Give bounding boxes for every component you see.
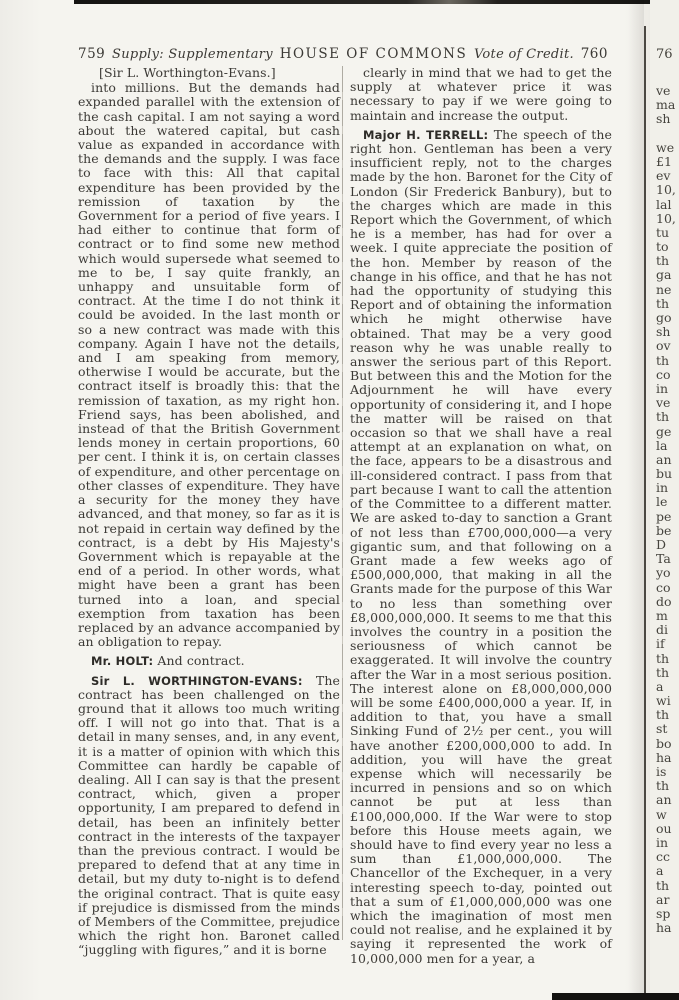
scan-bottom-edge-artifact (552, 993, 679, 1000)
next-page-line-fragment: th (656, 779, 670, 794)
next-page-line-fragment: is (656, 765, 667, 779)
next-page-line-fragment: bo (656, 736, 672, 751)
next-page-line-fragment: a (656, 864, 664, 879)
next-page-line-fragment: th (656, 708, 670, 723)
next-page-line-fragment: do (656, 594, 672, 609)
next-page-line-fragment: ou (656, 821, 672, 836)
next-page-line-fragment: th (656, 410, 670, 425)
next-page-line-fragment: ve (656, 396, 671, 411)
next-page-line-fragment: th (656, 254, 670, 269)
next-page-line-fragment: le (656, 495, 668, 510)
next-page-line-fragment: yo (656, 566, 671, 581)
next-page-line-fragment: ev (656, 169, 671, 184)
left-text-column (78, 66, 340, 963)
speech-text: into millions. But the demands had expanded parallel with the extension of the cash capital. I am not saying a word about the watered capital, but cash value as expanded in accordance with the demands and the supply. I was face to face with this: All that capital expenditure has been provided by the remission of taxation by the Government for a period of five years. I had either to continue that form of contract or to find some new method which would supersede what seemed to me to be, I say quite frankly, an unhappy and unsuitable form of contract. At the time I do not think it could be avoided. In the last month or so a new contract was made with this company. Again I have not the details, and I am speaking from memory, otherwise I would be accurate, but the contract itself is broadly this: that the remission of taxation, as my right hon. Friend says, has been abolished, and instead of that the British Government lends money in certain proportions, 60 per cent. I think it is, on certain classes of expenditure, and other percentage on other classes of expenditure. They have a security for the money they have advanced, and that money, so far as it is not repaid in certain way defined by the contract, is a debt by His Majesty's Government which is repayable at the end of a period. In other words, what might have been a grant has been turned into a loan, and special exemption from taxation has been replaced by an advance accompanied by an obligation to repay. (78, 80, 340, 650)
speaker-name: Sir L. WORTHINGTON-EVANS: (91, 673, 303, 688)
next-page-line-fragment: di (656, 623, 668, 638)
next-page-line-fragment: sh (656, 325, 671, 340)
next-page-line-fragment: £1 (656, 154, 672, 169)
next-page-line-fragment: th (656, 296, 670, 311)
next-page-number-fragment: 76 (656, 47, 673, 62)
next-page-line-fragment: to (656, 240, 669, 255)
next-page-line-fragment: ne (656, 282, 672, 297)
next-page-line-fragment: ga (656, 268, 672, 283)
next-page-line-fragment (656, 127, 676, 141)
running-title-center: HOUSE OF COMMONS (279, 46, 468, 62)
next-page-line-fragment: pe (656, 509, 672, 524)
speech-paragraph (78, 674, 340, 958)
next-page-line-fragment: in (656, 835, 669, 850)
next-page-line-fragment: Ta (656, 552, 671, 567)
page-gutter-shadow (628, 0, 644, 1000)
speech-paragraph (350, 66, 612, 123)
next-page-line-fragment: in (656, 381, 669, 396)
speech-paragraph (78, 81, 340, 649)
next-page-line-fragment: w (656, 807, 667, 822)
next-page-line-fragment: in (656, 481, 669, 496)
speaker-name: Major H. TERRELL: (363, 127, 489, 142)
page-edge-line (644, 26, 646, 1000)
next-page-line-fragment: an (656, 793, 672, 808)
next-page-line-fragment: th (656, 665, 670, 680)
scan-top-edge-artifact (74, 0, 679, 4)
next-page-line-fragment: m (656, 608, 668, 623)
next-page-line-fragment: we (656, 140, 675, 155)
next-page-line-fragment: co (656, 367, 671, 382)
next-page-line-fragment: ve (656, 84, 671, 98)
next-page-line-fragment: go (656, 311, 672, 325)
speech-text: clearly in mind that we had to get the supply at whatever price it was necessary to pay if we were going to maintain and increase the output. (350, 65, 612, 123)
next-page-line-fragment: co (656, 580, 671, 595)
next-page-line-fragment: ge (656, 424, 672, 439)
next-page-line-fragment: sp (656, 906, 671, 921)
next-page-sliver (650, 0, 679, 1000)
next-page-line-fragment: a (656, 679, 664, 694)
speech-paragraph (78, 654, 340, 668)
next-page-line-fragment: th (656, 878, 670, 893)
running-title-left: Supply: Supplementary (112, 47, 273, 62)
column-divider-rule (342, 66, 343, 940)
next-page-line-fragment: ha (656, 750, 672, 765)
next-page-line-fragment: la (656, 438, 668, 453)
next-page-line-fragment: 10, (656, 211, 676, 226)
running-title-right: Vote of Credit. (473, 47, 574, 62)
next-page-line-fragment: st (656, 722, 668, 737)
next-page-line-fragment: lal (656, 197, 672, 212)
next-page-line-fragment: ha (656, 921, 672, 936)
next-page-line-fragment: be (656, 523, 672, 538)
next-page-line-fragment: bu (656, 467, 673, 482)
next-page-line-fragment: wi (656, 694, 671, 709)
next-page-line-fragment: 10, (656, 183, 676, 198)
next-page-line-fragment: if (656, 637, 665, 652)
speech-text: The contract has been challenged on the ground that it allows too much writing off. I will not go into that. That is a detail in many senses, and, in any event, it is a matter of opinion with which this Committee can hardly be capable of dealing. All I can say is that the present contract, which, given a proper opportunity, I am prepared to defend in detail, has been an infinitely better contract in the interests of the taxpayer than the previous contract. I would be prepared to defend that at any time in detail, but my duty to-night is to defend the original contract. That is quite easy if prejudice is dismissed from the minds of Members of the Committee, prejudice which the right hon. Baronet called “juggling with figures,” and it is borne (78, 672, 340, 958)
next-page-text-fragments (656, 84, 676, 935)
next-page-line-fragment: ma (656, 98, 676, 113)
page-number-right: 760 (580, 46, 608, 62)
speech-text: And contract. (153, 653, 245, 669)
running-header (78, 46, 608, 62)
next-page-line-fragment: sh (656, 112, 671, 127)
speaker-name: Mr. HOLT: (91, 654, 154, 669)
next-page-line-fragment: th (656, 353, 670, 368)
speech-paragraph (350, 128, 612, 966)
next-page-line-fragment: an (656, 452, 672, 467)
right-text-column (350, 66, 612, 971)
speech-text: The speech of the right hon. Gentleman has been a very insufficient reply, not to the charges made by the hon. Baronet for the City of London (Sir Frederick Banbury), but to the charges which are made in this Report which the Government, of which he is a member, has had for over a week. I quite appreciate the position of the hon. Member by reason of the change in his office, and that he has not had the opportunity of studying this Report and of obtaining the information which he might otherwise have obtained. That may be a very good reason why he was unable really to answer the serious part of this Report. But between this and the Motion for the Adjournment he will have every opportunity of considering it, and I hope the matter will be raised on that occasion so that we shall have a real attempt at an explanation on what, on the face, appears to be a disastrous and ill-considered contract. I pass from that part because I want to call the attention of the Committee to a different matter. We are asked to-day to sanction a Grant of not less than £700,000,000—a very gigantic sum, and that following on a Grant made a few weeks ago of £500,000,000, that making in all the Grants made for the purpose of this War to no less than something over £8,000,000,000. It seems to me that this involves the country in a position the seriousness of which cannot be exaggerated. It will involve the country after the War in a most serious position. The interest alone on £8,000,000,000 will be some £400,000,000 a year. If, in addition to that, you have a small Sinking Fund of 2½ per cent., you will have another £200,000,000 to add. In addition, you will have the great expense which will necessarily be incurred in pensions and so on which cannot be put at less than £100,000,000. If the War were to stop before this House meets again, we should have to find every year no less a sum than £1,000,000,000. The Chancellor of the Exchequer, in a very interesting speech to-day, pointed out that a sum of £1,000,000,000 was one which the imagination of most men could not realise, and he explained it by saying it represented the work of 10,000,000 men for a year, a (350, 126, 613, 966)
next-page-line-fragment: ov (656, 339, 671, 354)
continuation-speaker-header: [Sir L. Worthington-Evans.] (99, 65, 276, 80)
next-page-line-fragment: D (656, 538, 667, 552)
next-page-line-fragment: ar (656, 892, 670, 907)
page-number-left: 759 (78, 46, 106, 62)
next-page-line-fragment: cc (656, 850, 671, 865)
next-page-line-fragment: tu (656, 225, 670, 240)
next-page-line-fragment: th (656, 651, 670, 666)
